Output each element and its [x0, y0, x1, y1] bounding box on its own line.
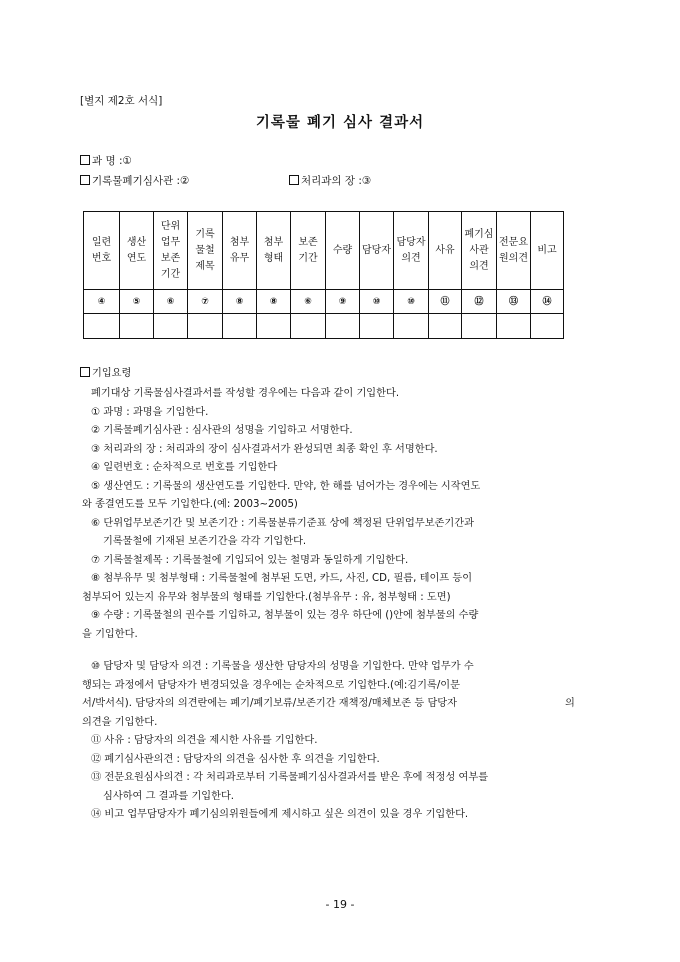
header-text: 첨부 [263, 236, 284, 248]
table-number-cell [462, 290, 497, 314]
header-text: 수량 [332, 244, 353, 256]
guide-line: 심사하여 그 결과를 기입한다. [103, 791, 235, 802]
header-text: 보존 [160, 252, 181, 264]
header-text: 보존 [298, 236, 318, 248]
header-text: 비고 [537, 244, 557, 256]
table-number-cell [257, 290, 291, 314]
guide-line: ④ 일련번호 : 순차적으로 번호를 기입한다 [91, 462, 278, 473]
guide-line: ① 과명 : 과명을 기입한다. [91, 407, 209, 418]
checkbox-icon [80, 155, 90, 165]
header-text: 연도 [126, 252, 147, 264]
table-cell[interactable] [360, 314, 394, 339]
table-cell[interactable] [291, 314, 326, 339]
table-cell[interactable] [531, 314, 564, 339]
guide-line: 의 [565, 698, 575, 709]
guide-line: 행되는 과정에서 담당자가 변경되었을 경우에는 순차적으로 기입한다.(예:김기록/이문 [82, 680, 460, 691]
header-text: 유무 [229, 252, 250, 264]
table-header-cell [291, 212, 326, 290]
column-number: ⑩ [372, 296, 381, 307]
guide-line: ③ 처리과의 장 : 처리과의 장이 심사결과서가 완성되면 최종 확인 후 서명한다. [91, 444, 438, 455]
table-number-cell [326, 290, 360, 314]
table-header-cell [84, 212, 120, 290]
guide-line: ⑬ 전문요원심사의견 : 각 처리과로부터 기록물폐기심사결과서를 받은 후에 적정성 여부를 [91, 772, 489, 783]
table-header-cell [223, 212, 257, 290]
guide-line: ⑪ 사유 : 담당자의 의견을 제시한 사유를 기입한다. [91, 735, 318, 746]
header-text: 물철 [195, 244, 215, 256]
table-header-cell [531, 212, 564, 290]
table-header-cell [154, 212, 188, 290]
table-cell[interactable] [257, 314, 291, 339]
column-number: ⑩ [407, 296, 415, 307]
table-header-cell [429, 212, 462, 290]
guide-line: 서/박서식). 담당자의 의견란에는 폐기/폐기보류/보존기간 재책정/매체보존 등 담당자 [82, 698, 457, 709]
column-number: ⑫ [474, 296, 484, 307]
table-row [84, 314, 564, 339]
table-header-cell [326, 212, 360, 290]
table-cell[interactable] [188, 314, 223, 339]
column-number: ⑤ [132, 296, 141, 307]
guide-line: 와 종결연도를 모두 기입한다.(예: 2003∼2005) [82, 499, 298, 510]
table-header-row [84, 212, 564, 290]
table-number-row [84, 290, 564, 314]
column-number: ⑥ [304, 296, 312, 307]
record-table [83, 211, 564, 339]
header-text: 업무 [160, 236, 181, 248]
column-number: ⑧ [235, 296, 244, 307]
table-number-cell [429, 290, 462, 314]
header-text: 기간 [298, 252, 318, 264]
form-label: [별지 제2호 서식] [80, 95, 163, 107]
column-number: ⑧ [269, 296, 278, 307]
header-text: 담당자 [396, 236, 426, 248]
guide-line: 첨부되어 있는지 유무와 첨부물의 형태를 기입한다.(첨부유무 : 유, 첨부형태 : 도면) [82, 592, 451, 603]
table-header-cell [462, 212, 497, 290]
header-text: 단위 [160, 220, 181, 232]
table-number-cell [154, 290, 188, 314]
table-number-cell [84, 290, 120, 314]
guide-line: 을 기입한다. [82, 629, 138, 640]
page-number: - 19 - [325, 898, 355, 911]
header-text: 생산 [126, 236, 147, 248]
table-number-cell [120, 290, 154, 314]
header-text: 의견 [401, 252, 421, 264]
guide-line: ⑩ 담당자 및 담당자 의견 : 기록물을 생산한 담당자의 성명을 기입한다. 만약 업무가 수 [91, 661, 474, 672]
checkbox-icon [80, 175, 90, 185]
guide-line: ⑧ 첨부유무 및 첨부형태 : 기록물철에 첨부된 도면, 카드, 사진, CD, 필름, 테이프 등이 [91, 573, 473, 584]
table-cell[interactable] [497, 314, 531, 339]
column-number: ④ [97, 296, 106, 307]
guide-line: ② 기록물폐기심사관 : 심사관의 성명을 기입하고 서명한다. [91, 425, 353, 436]
guide-line: ⑦ 기록물철제목 : 기록물철에 기입되어 있는 철명과 동일하게 기입한다. [91, 555, 409, 566]
column-number: ⑪ [440, 296, 450, 307]
table-header-cell [497, 212, 531, 290]
guide-line: 기록물철에 기재된 보존기간을 각각 기입한다. [103, 536, 307, 547]
chief-field [289, 173, 371, 188]
table-number-cell [223, 290, 257, 314]
guide-line: 의견을 기입한다. [82, 717, 158, 728]
guide-line: ⑫ 폐기심사관의견 : 담당자의 의견을 심사한 후 의견을 기입한다. [91, 754, 380, 765]
checkbox-icon [289, 175, 299, 185]
guide-heading [80, 365, 131, 384]
table-cell[interactable] [84, 314, 120, 339]
table-header-cell [360, 212, 394, 290]
chief-label: 처리과의 장 :③ [301, 175, 372, 187]
reviewer-field [80, 173, 189, 188]
header-text: 전문요 [499, 236, 528, 248]
column-number: ⑥ [166, 296, 175, 307]
header-text: 의견 [469, 260, 489, 272]
table-header-cell [257, 212, 291, 290]
header-text: 원의견 [499, 252, 528, 264]
header-text: 사유 [435, 244, 455, 256]
header-text: 담당자 [362, 244, 391, 256]
table-header-cell [188, 212, 223, 290]
column-number: ⑦ [201, 296, 209, 307]
table-cell[interactable] [462, 314, 497, 339]
header-text: 제목 [195, 260, 215, 272]
guide-line: ⑤ 생산연도 : 기록물의 생산연도를 기입한다. 만약, 한 해를 넘어가는 경우에는 시작연도 [91, 481, 481, 492]
table-cell[interactable] [223, 314, 257, 339]
header-text: 기록 [195, 228, 215, 240]
header-text: 일련 [91, 236, 112, 248]
table-cell[interactable] [154, 314, 188, 339]
table-number-cell [394, 290, 429, 314]
column-number: ⑭ [542, 296, 552, 307]
header-text: 기간 [160, 268, 181, 280]
department-field [80, 153, 132, 168]
guide-line: ⑥ 단위업무보존기간 및 보존기간 : 기록물분류기준표 상에 책정된 단위업무보존기간과 [91, 518, 474, 529]
header-text: 형태 [263, 252, 284, 264]
column-number: ⑨ [338, 296, 347, 307]
header-text: 번호 [91, 252, 112, 264]
header-text: 폐기심 [464, 228, 494, 240]
header-text: 사관 [469, 244, 489, 256]
table-cell[interactable] [429, 314, 462, 339]
reviewer-label: 기록물폐기심사관 :② [92, 175, 190, 187]
table-number-cell [291, 290, 326, 314]
table-number-cell [497, 290, 531, 314]
table-cell[interactable] [326, 314, 360, 339]
table-number-cell [360, 290, 394, 314]
table-header-cell [394, 212, 429, 290]
guide-heading-label: 기입요령 [92, 368, 132, 379]
checkbox-icon [80, 367, 90, 377]
table-number-cell [531, 290, 564, 314]
table-header-cell [120, 212, 154, 290]
guide-line: ⑨ 수량 : 기록물철의 권수를 기입하고, 첨부물이 있는 경우 하단에 ()안에 첨부물의 수량 [91, 610, 479, 621]
guide-line: ⑭ 비고 업무담당자가 폐기심의위원들에게 제시하고 싶은 의견이 있을 경우 기입한다. [91, 809, 469, 820]
column-number: ⑬ [508, 296, 518, 307]
department-label: 과 명 :① [92, 155, 132, 167]
guide-line: 폐기대상 기록물심사결과서를 작성할 경우에는 다음과 같이 기입한다. [91, 388, 400, 399]
page-title: 기록물 폐기 심사 결과서 [255, 115, 425, 131]
header-text: 첨부 [229, 236, 250, 248]
table-cell[interactable] [394, 314, 429, 339]
table-cell[interactable] [120, 314, 154, 339]
table-number-cell [188, 290, 223, 314]
